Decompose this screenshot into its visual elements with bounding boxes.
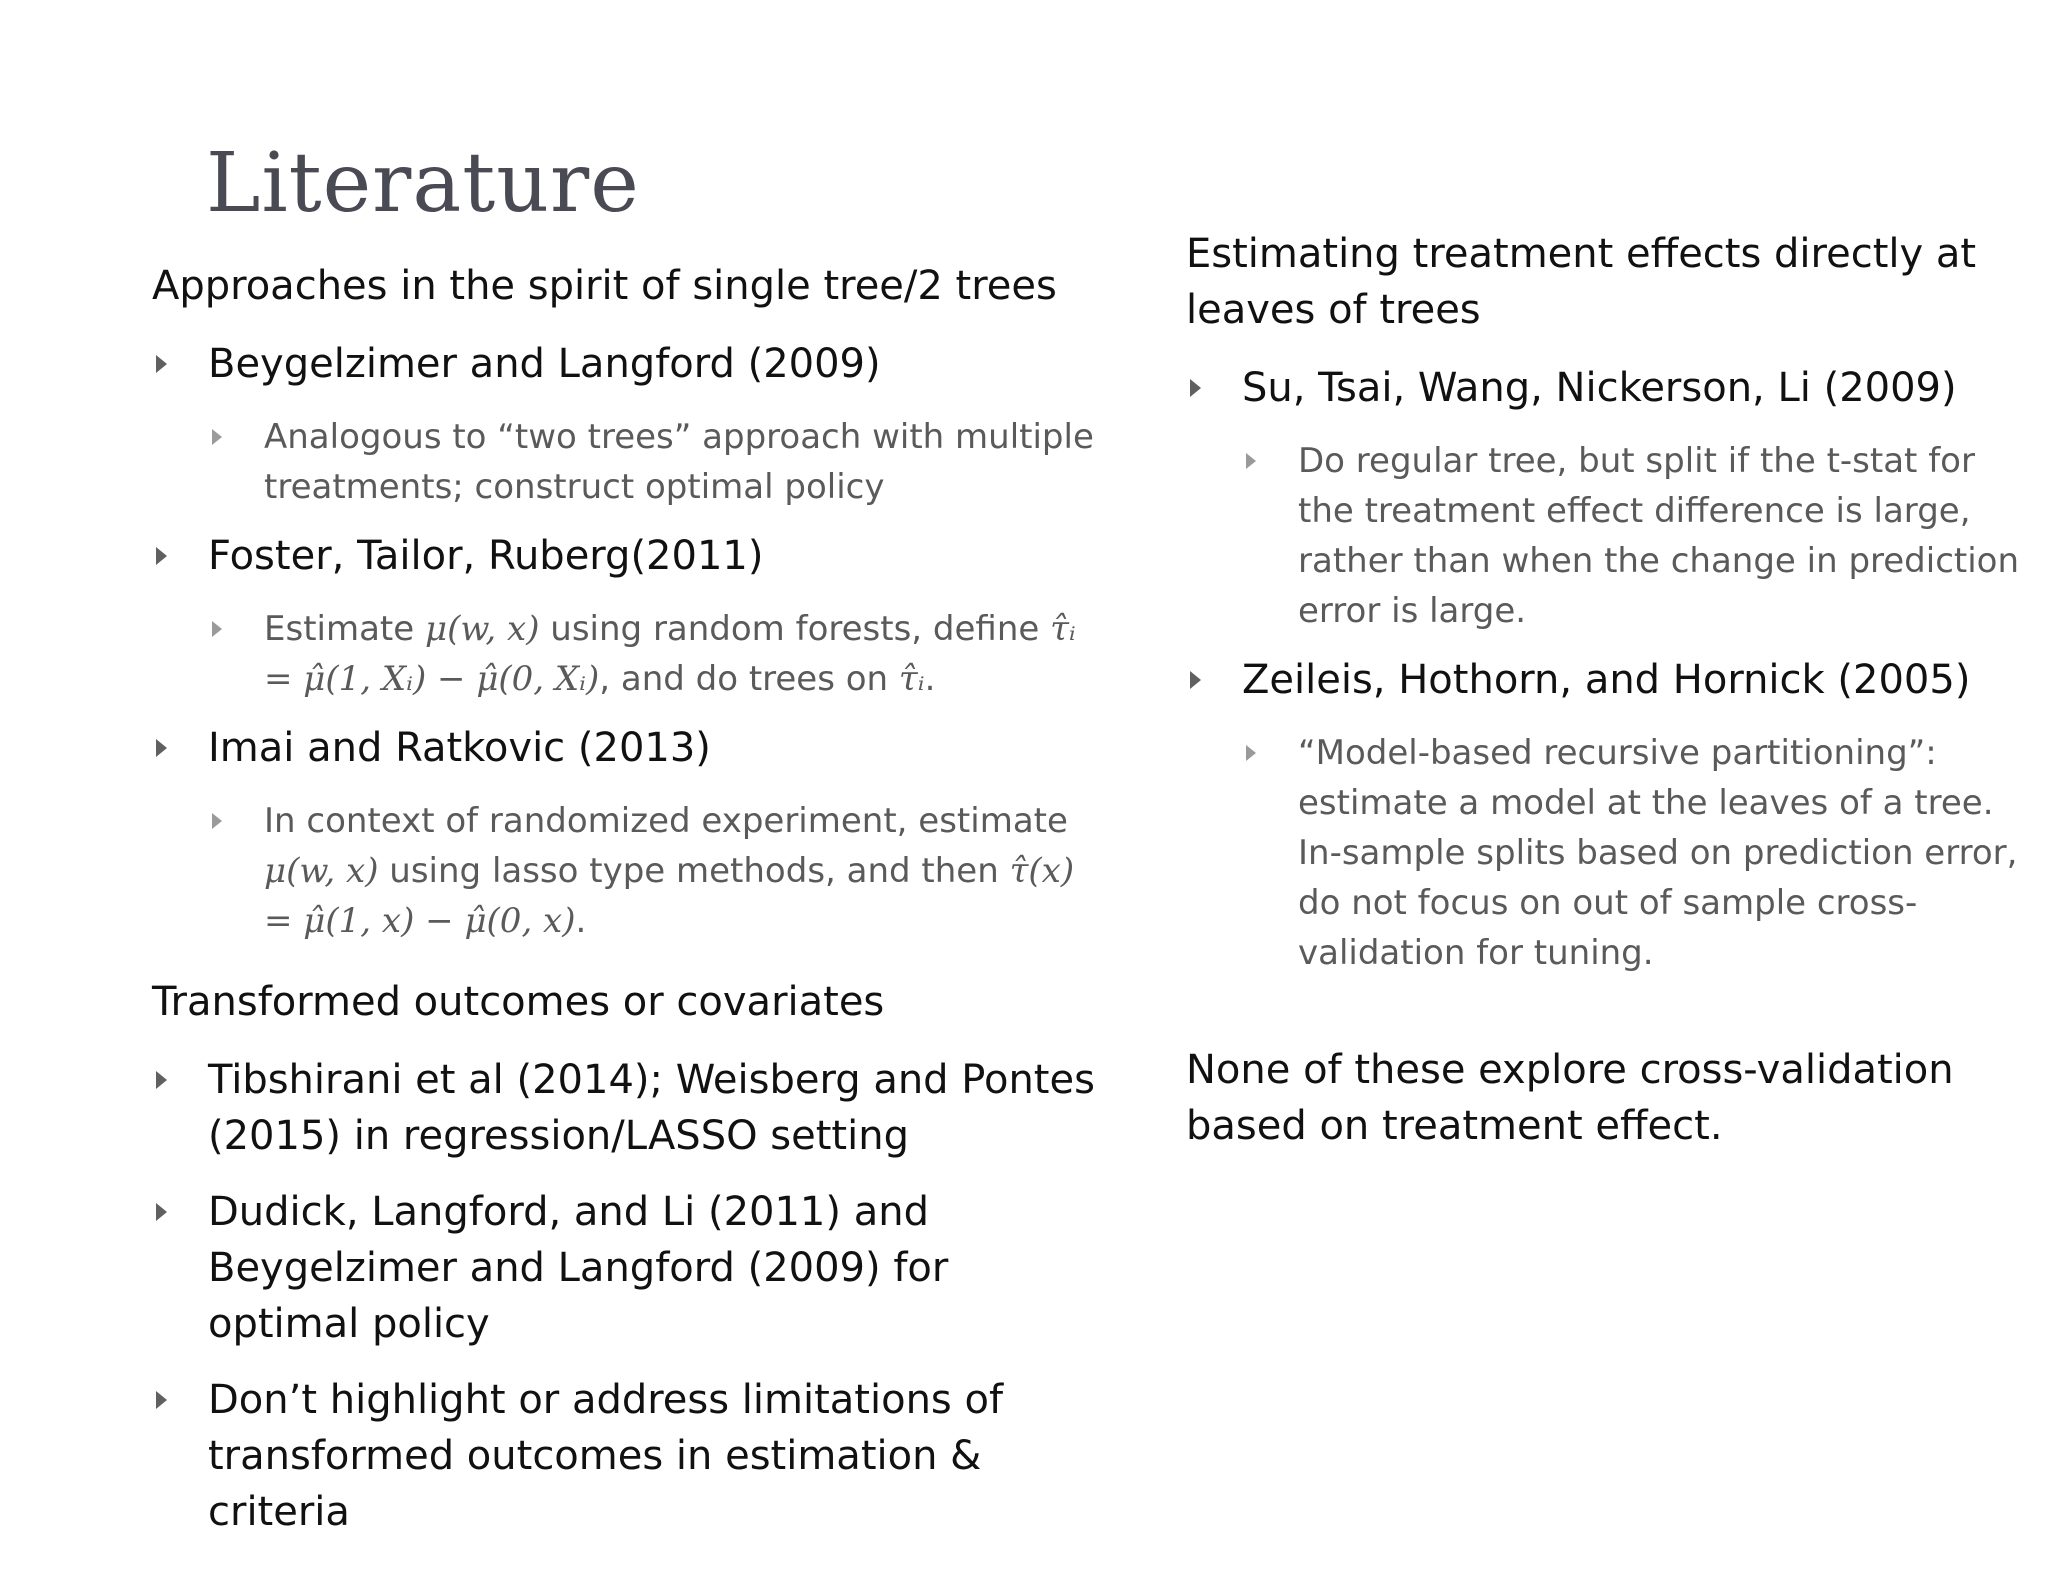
- sub-bullet-arrow-icon: [1246, 745, 1256, 761]
- sub-text-part: Estimate: [264, 609, 425, 649]
- section-heading-approaches: Approaches in the spirit of single tree/2 trees: [152, 263, 1057, 309]
- sub-list-item-text: Do regular tree, but split if the t-stat for the treatment effect difference is large, rather than when the change in prediction error is large.: [1298, 441, 2020, 631]
- sub-text-part: .: [575, 901, 587, 941]
- sub-list-item-text: Analogous to “two trees” approach with multiple treatments; construct optimal policy: [264, 417, 1094, 507]
- bullet-arrow-icon: [156, 739, 167, 757]
- list-item: [152, 1372, 1112, 1540]
- sub-bullet-arrow-icon: [212, 813, 222, 829]
- sub-bullet-arrow-icon: [212, 429, 222, 445]
- bullet-arrow-icon: [156, 355, 167, 373]
- bullet-arrow-icon: [1190, 671, 1201, 689]
- list-item-text: Foster, Tailor, Ruberg(2011): [208, 533, 764, 579]
- bullet-arrow-icon: [156, 547, 167, 565]
- sub-text-part: , and do trees on: [599, 659, 899, 699]
- list-item-text: Tibshirani et al (2014); Weisberg and Pontes (2015) in regression/LASSO setting: [208, 1057, 1095, 1159]
- math-expression: μ(w, x): [264, 851, 379, 891]
- math-expression: τ̂ᵢ: [898, 659, 925, 699]
- math-expression: τ̂ᵢ = μ̂(1, Xᵢ) − μ̂(0, Xᵢ): [264, 609, 1076, 699]
- list-item-text: Dudick, Langford, and Li (2011) and Beygelzimer and Langford (2009) for optimal policy: [208, 1189, 949, 1347]
- section-heading-transformed: Transformed outcomes or covariates: [152, 979, 885, 1025]
- math-expression: μ(w, x): [425, 609, 540, 649]
- sub-text-part: using random forests, define: [539, 609, 1051, 649]
- sub-text-part: In context of randomized experiment, estimate: [264, 801, 1068, 841]
- sub-list-item: [152, 412, 1112, 512]
- bullet-arrow-icon: [156, 1391, 167, 1409]
- sub-text-part: .: [924, 659, 936, 699]
- sub-list-item: [152, 796, 1112, 946]
- list-item: [152, 1184, 1112, 1352]
- list-item: [152, 1052, 1112, 1164]
- bullet-arrow-icon: [156, 1071, 167, 1089]
- sub-bullet-arrow-icon: [1246, 453, 1256, 469]
- slide-title: Literature: [206, 136, 640, 231]
- sub-list-item: [1186, 728, 2026, 978]
- list-item-text: Zeileis, Hothorn, and Hornick (2005): [1242, 657, 1971, 703]
- math-expression: τ̂(x) = μ̂(1, x) − μ̂(0, x): [264, 851, 1075, 941]
- left-column: [152, 258, 1112, 1560]
- sub-list-item: [1186, 436, 2026, 636]
- list-item-text: Don’t highlight or address limitations of transformed outcomes in estimation & criteria: [208, 1377, 1004, 1535]
- list-item: [152, 720, 1112, 776]
- list-item-text: Imai and Ratkovic (2013): [208, 725, 711, 771]
- list-item-text: Su, Tsai, Wang, Nickerson, Li (2009): [1242, 365, 1957, 411]
- list-item-text: Beygelzimer and Langford (2009): [208, 341, 881, 387]
- right-column: [1186, 226, 2026, 1176]
- sub-list-item-text: “Model-based recursive partitioning”: estimate a model at the leaves of a tree. In-sample splits based on prediction error, do not focus on out of sample cross-validation for tuning.: [1298, 733, 2018, 973]
- bullet-arrow-icon: [1190, 379, 1201, 397]
- sub-list-item: [152, 604, 1112, 704]
- sub-text-part: using lasso type methods, and then: [378, 851, 1010, 891]
- section-heading-direct-estimation: Estimating treatment effects directly at leaves of trees: [1186, 231, 1977, 333]
- conclusion-text: None of these explore cross-validation based on treatment effect.: [1186, 1047, 1954, 1149]
- list-item: [152, 528, 1112, 584]
- list-item: [1186, 652, 2026, 708]
- list-item: [152, 336, 1112, 392]
- bullet-arrow-icon: [156, 1203, 167, 1221]
- list-item: [1186, 360, 2026, 416]
- sub-bullet-arrow-icon: [212, 621, 222, 637]
